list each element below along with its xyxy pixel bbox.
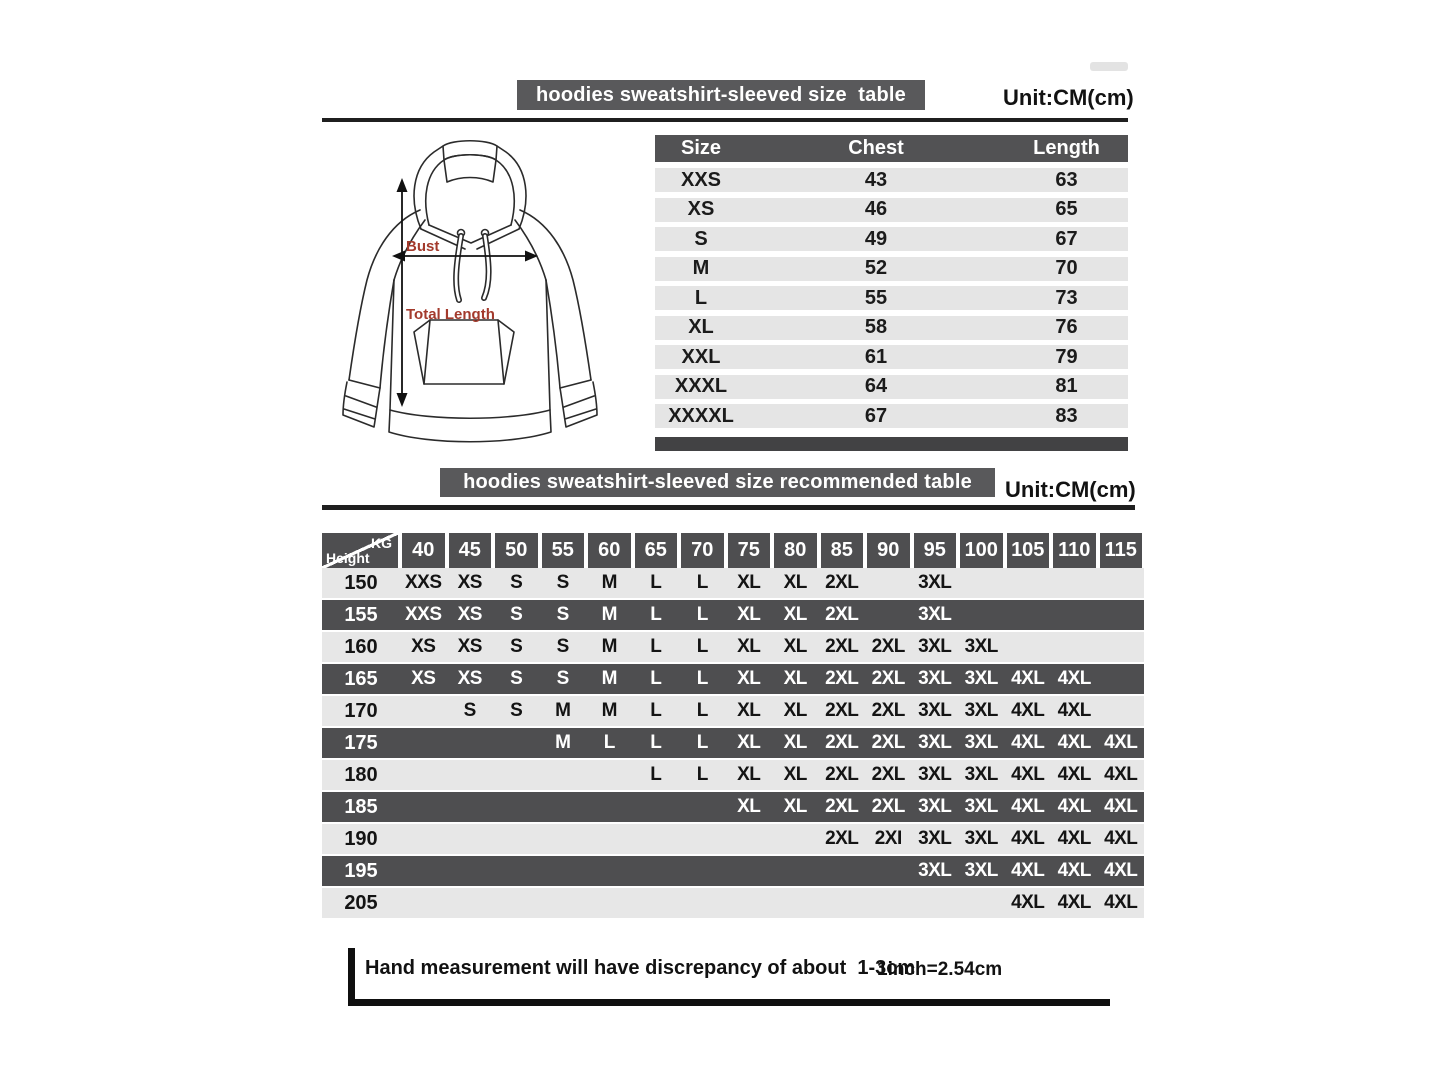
weight-column-header: 50 xyxy=(495,533,538,568)
size-cell: M xyxy=(692,257,710,279)
chest-cell: 67 xyxy=(864,404,888,427)
weight-column-header: 40 xyxy=(402,533,445,568)
chest-cell: 43 xyxy=(864,168,888,191)
recommended-size-cell: 2XL xyxy=(825,732,859,753)
recommended-size-cell: 3XL xyxy=(964,732,998,753)
height-label: 155 xyxy=(344,603,378,626)
recommended-size-cell: 4XL xyxy=(1057,892,1091,913)
rec-table-corner-cell xyxy=(322,533,398,568)
size-table-row xyxy=(655,316,1128,340)
recommended-size-cell: 2XL xyxy=(825,636,859,657)
recommended-size-cell: XS xyxy=(457,604,482,625)
recommended-size-cell: L xyxy=(696,668,708,689)
bust-arrowhead-left xyxy=(392,251,405,262)
recommended-size-cell: S xyxy=(556,572,569,593)
recommended-size-cell: XL xyxy=(737,572,761,593)
weight-column-header: 100 xyxy=(960,533,1003,568)
length-cell: 70 xyxy=(1055,257,1078,279)
height-label: 195 xyxy=(344,859,378,882)
recommended-size-cell: 2XI xyxy=(874,828,902,849)
length-arrowhead-top xyxy=(397,178,408,192)
chest-cell: 55 xyxy=(864,286,888,309)
recommended-size-cell: 3XL xyxy=(964,764,998,785)
hood-back-panel xyxy=(444,155,496,182)
weight-column-header: 90 xyxy=(867,533,910,568)
recommended-size-cell: XXS xyxy=(404,604,442,625)
recommended-size-cell: 2XL xyxy=(825,700,859,721)
recommended-size-cell: 3XL xyxy=(918,700,952,721)
chest-cell: 61 xyxy=(864,345,888,368)
size-table-title: hoodies sweatshirt-sleeved size table xyxy=(517,80,925,110)
recommended-size-cell: 2XL xyxy=(825,668,859,689)
recommended-size-cell: 3XL xyxy=(918,732,952,753)
rec-table-row xyxy=(322,760,1144,790)
recommended-size-cell: L xyxy=(650,668,662,689)
rec-table-weight-header xyxy=(322,533,1144,568)
size-table-row xyxy=(655,375,1128,399)
recommended-size-cell: 3XL xyxy=(918,796,952,817)
length-cell: 67 xyxy=(1055,227,1078,250)
chest-cell: 52 xyxy=(864,257,888,279)
recommended-size-cell: 4XL xyxy=(1104,732,1138,753)
height-label: 170 xyxy=(344,699,378,722)
size-table-row xyxy=(655,227,1128,251)
recommended-size-cell: M xyxy=(555,732,571,753)
rec-table-row xyxy=(322,568,1144,598)
rec-table-row xyxy=(322,824,1144,854)
recommended-size-cell: L xyxy=(696,572,708,593)
recommended-size-cell: XL xyxy=(737,700,761,721)
footer-conversion: 1inch=2.54cm xyxy=(877,959,1003,980)
cuff-right xyxy=(560,380,597,427)
length-cell: 65 xyxy=(1055,198,1078,220)
recommended-size-cell: 2XL xyxy=(871,636,905,657)
recommended-size-cell: S xyxy=(463,700,476,721)
length-cell: 81 xyxy=(1055,375,1078,397)
weight-column-header: 70 xyxy=(681,533,724,568)
scan-artifact xyxy=(1090,62,1128,71)
weight-column-header: 75 xyxy=(728,533,771,568)
weight-column-header: 105 xyxy=(1007,533,1050,568)
recommended-size-cell: XS xyxy=(457,572,482,593)
height-label: 185 xyxy=(344,795,378,818)
rec-table-body xyxy=(322,568,1144,918)
recommended-size-cell: 3XL xyxy=(918,860,952,881)
recommended-size-cell: XL xyxy=(737,796,761,817)
recommended-size-cell: M xyxy=(601,604,617,625)
size-cell: XXXL xyxy=(674,375,728,397)
recommended-size-cell: 4XL xyxy=(1011,668,1045,689)
chest-cell: 49 xyxy=(864,227,888,250)
recommended-size-cell: 4XL xyxy=(1057,732,1091,753)
weight-column-header: 110 xyxy=(1053,533,1096,568)
recommended-size-cell: 2XL xyxy=(825,828,859,849)
recommended-size-cell: XL xyxy=(737,732,761,753)
recommended-size-cell: 4XL xyxy=(1011,764,1045,785)
size-table-body xyxy=(655,168,1128,428)
size-table-end-bar xyxy=(655,437,1128,451)
divider-rule-middle xyxy=(322,505,1135,510)
recommended-size-cell: XS xyxy=(457,636,482,657)
height-label: 205 xyxy=(344,891,378,914)
length-cell: 76 xyxy=(1055,316,1078,338)
hood-inner xyxy=(426,155,515,225)
recommended-size-cell: 4XL xyxy=(1011,828,1045,849)
height-label: 160 xyxy=(344,635,378,658)
sleeve-right-outer xyxy=(520,210,591,380)
recommended-size-cell: 4XL xyxy=(1011,700,1045,721)
size-table-row xyxy=(655,198,1128,222)
weight-column-header: 65 xyxy=(635,533,678,568)
recommended-size-cell: 4XL xyxy=(1011,892,1045,913)
recommended-size-cell: XL xyxy=(783,796,807,817)
size-table-header xyxy=(655,135,1128,162)
recommended-table-unit: Unit:CM(cm) xyxy=(1005,477,1136,502)
length-cell: 63 xyxy=(1055,168,1078,191)
rec-table-row xyxy=(322,600,1144,630)
size-cell: XS xyxy=(687,198,715,220)
recommended-size-cell: 4XL xyxy=(1057,828,1091,849)
size-cell: L xyxy=(694,286,708,309)
recommended-size-cell: S xyxy=(556,604,569,625)
corner-height-label: Height xyxy=(326,550,370,566)
recommended-size-cell: 2XL xyxy=(871,796,905,817)
recommended-size-cell: S xyxy=(510,604,523,625)
bust-label: Bust xyxy=(406,238,440,255)
bust-arrowhead-right xyxy=(525,251,538,262)
sleeve-left-outer xyxy=(349,210,420,380)
recommended-size-cell: 3XL xyxy=(918,764,952,785)
pocket xyxy=(424,320,504,384)
footer-bottom-bar xyxy=(348,999,1110,1006)
length-cell: 79 xyxy=(1055,345,1078,368)
weight-column-header: 60 xyxy=(588,533,631,568)
collar-v xyxy=(429,225,511,243)
recommended-size-cell: 4XL xyxy=(1057,860,1091,881)
weight-column-header: 55 xyxy=(542,533,585,568)
rec-table-row xyxy=(322,888,1144,918)
size-table-column-header: Chest xyxy=(848,137,904,159)
recommended-size-cell: 2XL xyxy=(825,604,859,625)
recommended-size-cell: S xyxy=(510,572,523,593)
hood-seams xyxy=(443,146,497,160)
chest-cell: 64 xyxy=(864,375,888,397)
chest-cell: 46 xyxy=(864,198,888,220)
recommended-size-cell: 4XL xyxy=(1011,732,1045,753)
recommended-size-cell: XL xyxy=(737,668,761,689)
recommended-size-cell: S xyxy=(510,668,523,689)
recommended-size-cell: 4XL xyxy=(1104,796,1138,817)
recommended-size-cell: L xyxy=(650,572,662,593)
length-arrowhead-bottom xyxy=(397,393,408,407)
recommended-size-cell: XL xyxy=(737,604,761,625)
recommended-size-cell: L xyxy=(650,764,662,785)
recommended-size-cell: XS xyxy=(411,668,436,689)
recommended-size-cell: L xyxy=(696,636,708,657)
weight-column-header: 45 xyxy=(449,533,492,568)
recommended-size-cell: 3XL xyxy=(964,636,998,657)
size-cell: XXXXL xyxy=(668,404,734,427)
recommended-size-cell: S xyxy=(556,636,569,657)
recommended-size-cell: M xyxy=(601,572,617,593)
recommended-size-cell: M xyxy=(601,636,617,657)
size-cell: XXS xyxy=(680,168,722,191)
recommended-size-cell: 3XL xyxy=(964,860,998,881)
size-table-row xyxy=(655,286,1128,310)
recommended-size-cell: 3XL xyxy=(964,796,998,817)
rec-table-row xyxy=(322,856,1144,886)
footer-left-bar xyxy=(348,948,355,1006)
recommended-size-cell: 4XL xyxy=(1057,668,1091,689)
chest-cell: 58 xyxy=(864,316,888,338)
recommended-size-cell: 4XL xyxy=(1057,700,1091,721)
recommended-size-cell: 2XL xyxy=(871,700,905,721)
recommended-size-cell: L xyxy=(650,636,662,657)
height-label: 150 xyxy=(344,571,378,594)
weight-column-header: 80 xyxy=(774,533,817,568)
recommended-size-cell: L xyxy=(650,732,662,753)
recommended-size-cell: 4XL xyxy=(1104,892,1138,913)
recommended-size-cell: 3XL xyxy=(918,572,952,593)
recommended-size-cell: 2XL xyxy=(825,796,859,817)
recommended-size-cell: L xyxy=(650,604,662,625)
recommended-size-cell: 4XL xyxy=(1011,796,1045,817)
rec-table-row xyxy=(322,696,1144,726)
recommended-size-cell: XXS xyxy=(404,572,442,593)
corner-kg-label: KG xyxy=(371,535,392,551)
size-table-row xyxy=(655,168,1128,192)
recommended-size-cell: 4XL xyxy=(1104,860,1138,881)
length-cell: 83 xyxy=(1055,404,1078,427)
recommended-size-cell: XL xyxy=(783,700,807,721)
recommended-size-cell: L xyxy=(650,700,662,721)
footer-note: Hand measurement will have discrepancy of about 1-3cm xyxy=(365,957,916,979)
size-cell: XXL xyxy=(681,345,721,368)
recommended-size-cell: S xyxy=(556,668,569,689)
height-label: 165 xyxy=(344,667,378,690)
hoodie-diagram xyxy=(330,130,610,460)
recommended-size-cell: XL xyxy=(783,732,807,753)
recommended-size-cell: 3XL xyxy=(918,668,952,689)
recommended-size-cell: S xyxy=(510,636,523,657)
total-length-label: Total Length xyxy=(406,306,495,323)
recommended-size-cell: M xyxy=(601,700,617,721)
recommended-size-cell: XL xyxy=(737,764,761,785)
recommended-size-cell: 2XL xyxy=(871,732,905,753)
recommended-size-cell: 3XL xyxy=(964,668,998,689)
divider-rule-top xyxy=(322,118,1128,122)
recommended-table-title: hoodies sweatshirt-sleeved size recommended table xyxy=(440,468,995,497)
recommended-size-cell: S xyxy=(510,700,523,721)
height-label: 190 xyxy=(344,827,378,850)
height-label: 180 xyxy=(344,763,378,786)
recommended-size-cell: 2XL xyxy=(871,668,905,689)
height-label: 175 xyxy=(344,731,378,754)
recommended-size-cell: 3XL xyxy=(918,828,952,849)
recommended-size-cell: 2XL xyxy=(871,764,905,785)
recommended-size-cell: 4XL xyxy=(1104,828,1138,849)
recommended-size-cell: M xyxy=(601,668,617,689)
size-cell: XL xyxy=(688,316,714,338)
size-table-column-header: Length xyxy=(1033,137,1100,159)
recommended-size-cell: 3XL xyxy=(918,636,952,657)
weight-column-header: 85 xyxy=(821,533,864,568)
recommended-size-cell: 4XL xyxy=(1104,764,1138,785)
size-table-column-header: Size xyxy=(680,137,722,159)
recommended-size-cell: XL xyxy=(783,668,807,689)
rec-table-row xyxy=(322,632,1144,662)
recommended-size-cell: L xyxy=(696,604,708,625)
recommended-size-cell: 4XL xyxy=(1011,860,1045,881)
size-table-row xyxy=(655,257,1128,281)
size-cell: S xyxy=(694,227,708,250)
recommended-size-cell: M xyxy=(555,700,571,721)
length-cell: 73 xyxy=(1055,286,1078,309)
recommended-size-cell: L xyxy=(696,732,708,753)
rec-table-row xyxy=(322,728,1144,758)
recommended-size-cell: XL xyxy=(783,604,807,625)
size-table-row xyxy=(655,404,1128,428)
recommended-size-cell: XL xyxy=(783,636,807,657)
recommended-size-cell: 2XL xyxy=(825,572,859,593)
recommended-size-cell: XS xyxy=(457,668,482,689)
recommended-size-cell: 4XL xyxy=(1057,764,1091,785)
recommended-size-cell: XL xyxy=(783,764,807,785)
recommended-size-cell: 3XL xyxy=(964,700,998,721)
recommended-size-cell: L xyxy=(603,732,615,753)
weight-column-header: 95 xyxy=(914,533,957,568)
weight-column-header: 115 xyxy=(1100,533,1143,568)
hem-band xyxy=(389,410,551,442)
recommended-size-cell: L xyxy=(696,700,708,721)
recommended-size-cell: 3XL xyxy=(918,604,952,625)
recommended-size-cell: L xyxy=(696,764,708,785)
recommended-size-cell: XL xyxy=(783,572,807,593)
recommended-size-cell: XS xyxy=(411,636,436,657)
rec-table-row xyxy=(322,792,1144,822)
size-table-row xyxy=(655,345,1128,369)
rec-table-row xyxy=(322,664,1144,694)
recommended-size-cell: 3XL xyxy=(964,828,998,849)
recommended-size-cell: 2XL xyxy=(825,764,859,785)
cuff-left xyxy=(343,380,380,427)
size-table-unit: Unit:CM(cm) xyxy=(1003,85,1134,110)
recommended-size-cell: XL xyxy=(737,636,761,657)
recommended-size-cell: 4XL xyxy=(1057,796,1091,817)
